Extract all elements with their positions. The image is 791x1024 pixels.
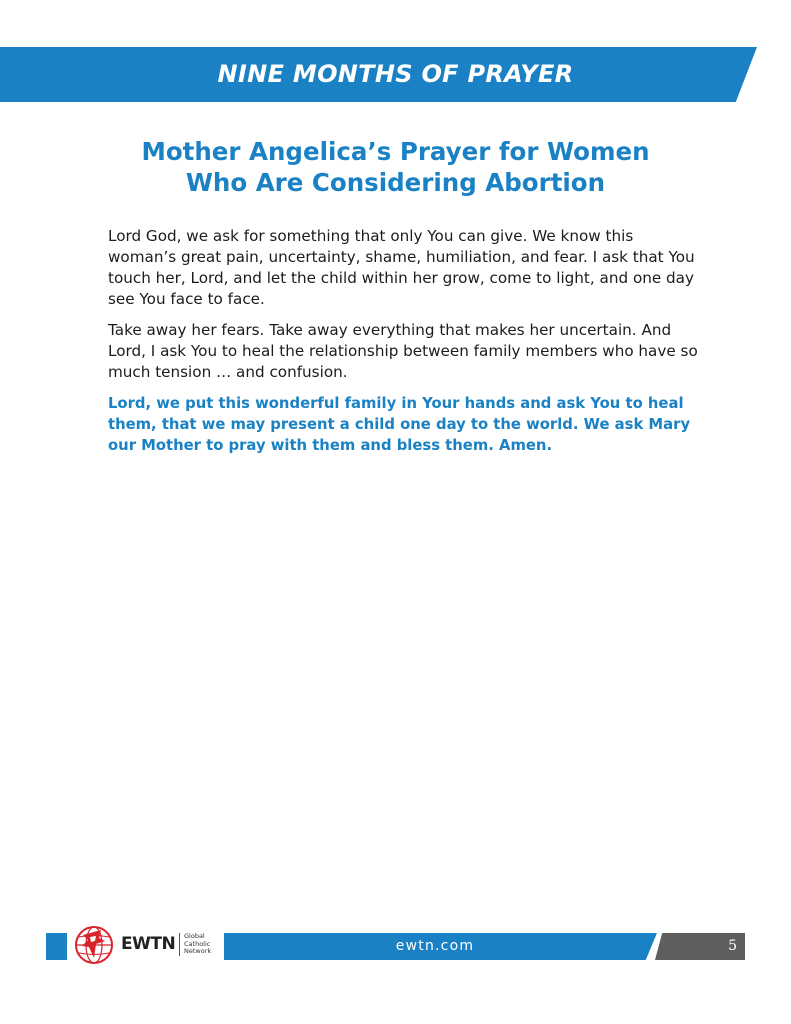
footer-url-link[interactable]: ewtn.com: [395, 938, 475, 954]
prayer-body: [108, 226, 698, 466]
ewtn-logo-text: EWTN: [121, 934, 176, 954]
tagline-line-2: Catholic: [184, 939, 211, 948]
prayer-title-line-2: Who Are Considering Abortion: [185, 168, 606, 197]
footer-accent-square: [46, 933, 67, 960]
tagline-line-1: Global: [184, 932, 205, 940]
ewtn-tagline: [179, 933, 224, 956]
prayer-closing: Lord, we put this wonderful family in Your hands and ask You to heal them, that we may present a child one day to the world. We ask Mary our Mother to pray with them and bless them. Amen.: [108, 395, 691, 454]
prayer-title: [60, 136, 731, 198]
prayer-paragraph: Lord God, we ask for something that only You can give. We know this woman’s great pain, uncertainty, shame, humiliation, and fear. I ask that You touch her, Lord, and let the child within her grow, come to light, and one day see You face to face.: [108, 227, 695, 308]
ewtn-globe-icon: [74, 925, 114, 965]
tagline-line-3: Network: [184, 947, 212, 955]
prayer-paragraph: Take away her fears. Take away everything that makes her uncertain. And Lord, I ask You to heal the relationship between family members who have so much tension … and confusion.: [108, 321, 698, 381]
prayer-title-line-1: Mother Angelica’s Prayer for Women: [141, 137, 650, 166]
page-number: 5: [728, 938, 737, 954]
header-title: NINE MONTHS OF PRAYER: [217, 60, 574, 88]
